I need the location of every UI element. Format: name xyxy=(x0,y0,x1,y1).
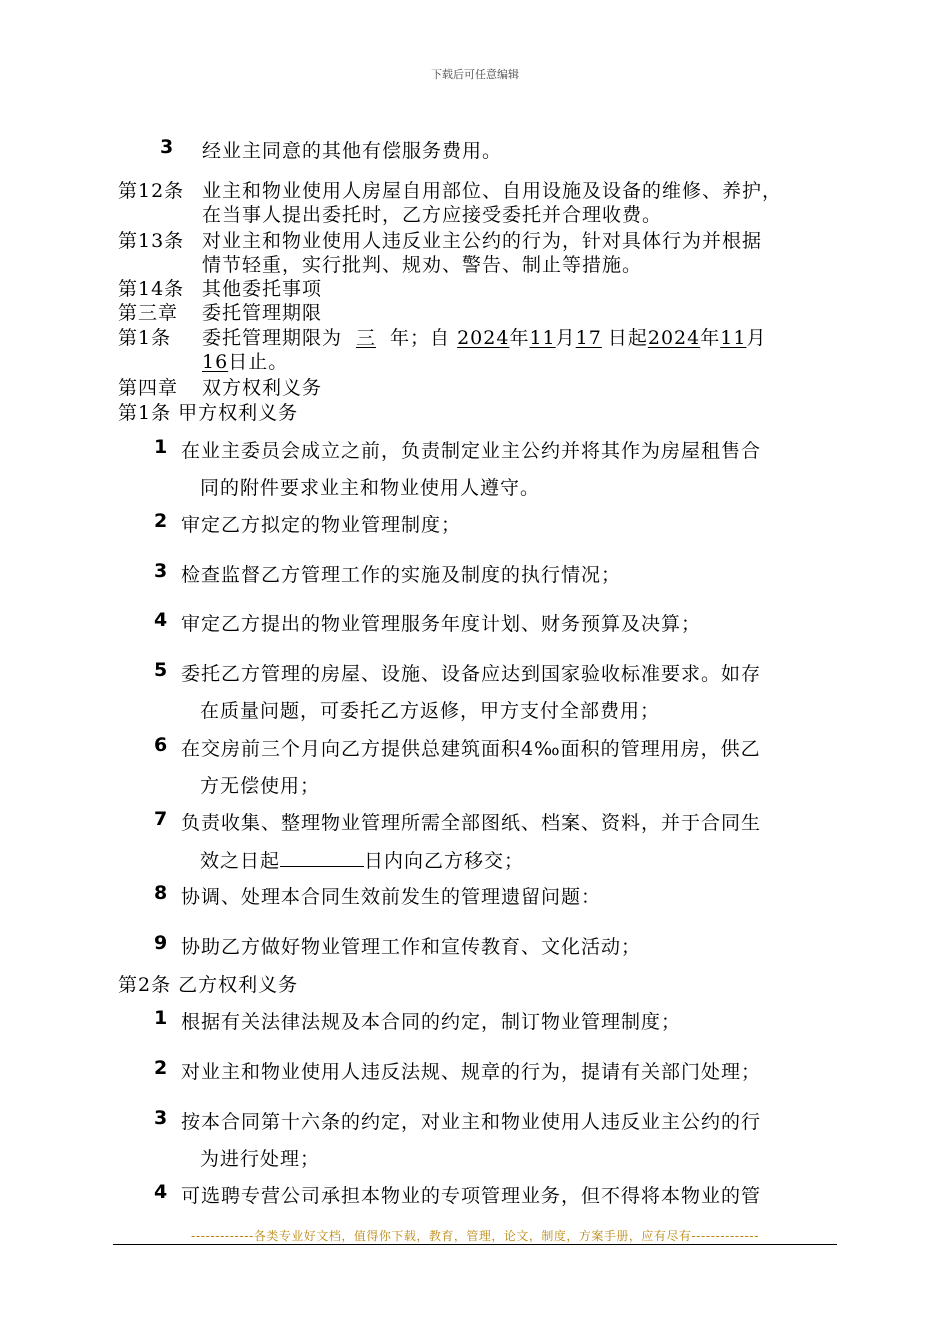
term-start-year: 2024 xyxy=(457,327,510,349)
party-b-item-2-number: 2 xyxy=(154,1057,168,1079)
party-a-item-2-number: 2 xyxy=(154,510,168,532)
footer-promo-text: -------------各类专业好文档，值得你下载，教育，管理，论文，制度，方案手册，应有尽有-------------- xyxy=(191,1229,759,1243)
party-b-item-1-line1: 根据有关法律法规及本合同的约定，制订物业管理制度； xyxy=(181,1011,682,1033)
party-b-item-4-number: 4 xyxy=(154,1181,168,1203)
party-a-item-1-number: 1 xyxy=(154,436,168,458)
party-b-item-4-line1: 可选聘专营公司承担本物业的专项管理业务，但不得将本物业的管 xyxy=(181,1185,762,1207)
chapter-3-label: 第三章 xyxy=(118,302,179,324)
term-article-line2: 16日止。 xyxy=(202,351,289,373)
article-14-label: 第14条 xyxy=(118,278,185,300)
party-a-item-1-line1: 在业主委员会成立之前，负责制定业主公约并将其作为房屋租售合 xyxy=(181,440,762,462)
item-number: 3 xyxy=(160,136,174,158)
party-b-item-3-number: 3 xyxy=(154,1107,168,1129)
term-years: 三 xyxy=(356,327,377,349)
term-start-month: 11 xyxy=(529,327,556,349)
party-a-item-7-line1: 负责收集、整理物业管理所需全部图纸、档案、资料，并于合同生 xyxy=(181,812,762,834)
article-13-line1: 对业主和物业使用人违反业主公约的行为，针对具体行为并根据 xyxy=(202,230,763,252)
party-a-item-6-line2: 方无偿使用； xyxy=(200,775,321,797)
party-a-item-8-line1: 协调、处理本合同生效前发生的管理遗留问题： xyxy=(181,886,602,908)
article-13-label: 第13条 xyxy=(118,230,185,252)
term-article-label: 第1条 xyxy=(118,327,172,349)
item-text: 经业主同意的其他有偿服务费用。 xyxy=(202,140,503,162)
party-a-item-5-line1: 委托乙方管理的房屋、设施、设备应达到国家验收标准要求。如存 xyxy=(181,663,762,685)
article-14-text: 其他委托事项 xyxy=(202,278,323,300)
party-a-item-5-line2: 在质量问题，可委托乙方返修，甲方支付全部费用； xyxy=(200,700,661,722)
party-a-heading: 第1条 甲方权利义务 xyxy=(118,402,299,424)
article-12-line1: 业主和物业使用人房屋自用部位、自用设施及设备的维修、养护， xyxy=(202,180,783,202)
article-13-line2: 情节轻重，实行批判、规劝、警告、制止等措施。 xyxy=(202,254,643,276)
article-12-line2: 在当事人提出委托时，乙方应接受委托并合理收费。 xyxy=(202,204,663,226)
chapter-3-title: 委托管理期限 xyxy=(202,302,323,324)
party-a-item-7-number: 7 xyxy=(154,808,168,830)
days-blank xyxy=(280,850,364,867)
footer-divider xyxy=(113,1244,837,1245)
chapter-4-label: 第四章 xyxy=(118,377,179,399)
party-b-item-1-number: 1 xyxy=(154,1007,168,1029)
party-a-item-8-number: 8 xyxy=(154,882,168,904)
party-b-item-2-line1: 对业主和物业使用人违反法规、规章的行为，提请有关部门处理； xyxy=(181,1061,762,1083)
party-a-item-4-line1: 审定乙方提出的物业管理服务年度计划、财务预算及决算； xyxy=(181,613,702,635)
term-article-line1: 委托管理期限为 三 年；自 2024年11月17 日起2024年11月 xyxy=(202,327,767,349)
party-a-item-4-number: 4 xyxy=(154,609,168,631)
term-end-year: 2024 xyxy=(647,327,701,349)
term-start-day: 17 xyxy=(575,327,602,349)
party-a-item-3-number: 3 xyxy=(154,560,168,582)
article-12-label: 第12条 xyxy=(118,180,185,202)
party-a-item-2-line1: 审定乙方拟定的物业管理制度； xyxy=(181,514,462,536)
party-a-item-5-number: 5 xyxy=(154,659,168,681)
party-a-item-1-line2: 同的附件要求业主和物业使用人遵守。 xyxy=(200,477,541,499)
party-a-item-7-line2: 效之日起 日内向乙方移交； xyxy=(200,850,525,872)
party-a-item-6-line1: 在交房前三个月向乙方提供总建筑面积4‰面积的管理用房，供乙 xyxy=(181,738,761,760)
party-a-item-9-line1: 协助乙方做好物业管理工作和宣传教育、文化活动； xyxy=(181,936,642,958)
party-b-item-3-line2: 为进行处理； xyxy=(200,1148,321,1170)
party-b-heading: 第2条 乙方权利义务 xyxy=(118,974,299,996)
party-a-item-9-number: 9 xyxy=(154,932,168,954)
party-b-item-3-line1: 按本合同第十六条的约定，对业主和物业使用人违反业主公约的行 xyxy=(181,1111,762,1133)
party-a-item-6-number: 6 xyxy=(154,734,168,756)
party-a-item-3-line1: 检查监督乙方管理工作的实施及制度的执行情况； xyxy=(181,564,622,586)
term-end-day: 16 xyxy=(202,351,229,373)
page-header: 下载后可任意编辑 xyxy=(431,68,519,81)
chapter-4-title: 双方权利义务 xyxy=(202,377,323,399)
term-end-month: 11 xyxy=(720,327,747,349)
